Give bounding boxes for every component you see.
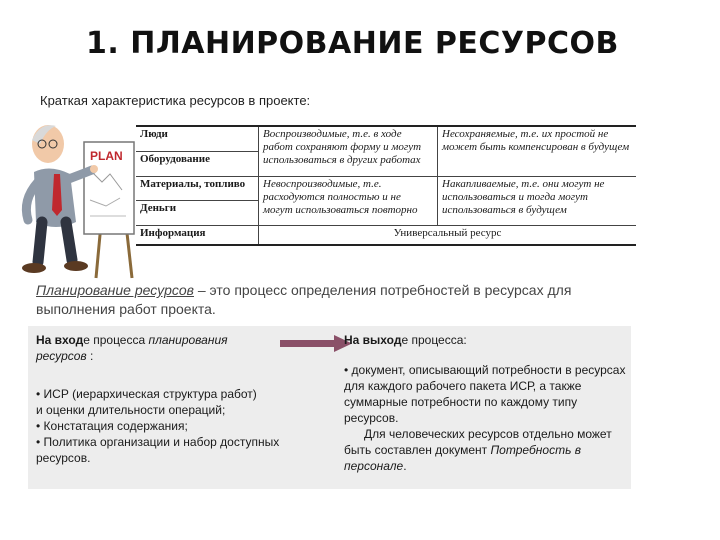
definition-term: Планирование ресурсов	[36, 282, 194, 298]
input-item-scope: • Констатация содержания;	[36, 419, 188, 433]
input-heading-bold: На вход	[36, 333, 84, 347]
input-item-policy: • Политика организации и набор доступных ресурсов.	[36, 435, 280, 465]
output-personnel-end: .	[403, 459, 407, 473]
person-with-plan-board-icon	[10, 110, 136, 280]
resource-table	[136, 125, 636, 246]
input-heading-italic: планирования ресурсов	[36, 333, 228, 363]
output-heading-rest: е процесса:	[401, 333, 467, 347]
input-item-wbs: • ИСР (иерархическая структура работ)	[36, 387, 257, 401]
definition-body: – это процесс определения потребностей в ресурсах для выполнения работ проекта.	[36, 282, 572, 317]
category-people: Люди	[136, 126, 259, 151]
category-information: Информация	[136, 226, 259, 245]
storable-cell: Накапливаемые, т.е. они могут не использоваться и тогда могут использоваться в будущем	[438, 176, 637, 225]
input-heading	[36, 332, 256, 364]
plan-board-label: PLAN	[90, 149, 123, 163]
page-title: 1. ПЛАНИРОВАНИЕ РЕСУРСОВ	[86, 26, 619, 61]
category-equipment: Оборудование	[136, 151, 259, 176]
reproducible-cell: Воспроизводимые, т.е. в ходе работ сохраняют форму и могут использоваться в других работах	[259, 126, 438, 176]
category-money: Деньги	[136, 201, 259, 226]
output-column	[344, 332, 629, 474]
process-panel	[28, 326, 631, 489]
output-heading-bold: На выход	[344, 333, 402, 347]
output-item-document: • документ, описывающий потребности в ресурсах для каждого рабочего пакета ИСР, а также суммарные потребности по каждому типу ресурсов.	[344, 363, 626, 425]
table-caption: Краткая характеристика ресурсов в проекте:	[40, 93, 311, 108]
definition-text	[36, 281, 636, 319]
output-item-personnel	[344, 426, 629, 474]
category-materials: Материалы, топливо	[136, 176, 259, 201]
non-reproducible-cell: Невоспроизводимые, т.е. расходуются полностью и не могут использоваться повторно	[259, 176, 438, 225]
input-heading-end: :	[86, 349, 94, 363]
arrow-right-icon	[278, 334, 354, 352]
output-personnel-text: Для человеческих ресурсов отдельно может быть составлен документ	[344, 427, 612, 457]
input-heading-rest: е процесса	[83, 333, 149, 347]
non-storable-cell: Несохраняемые, т.е. их простой не может быть компенсирован в будущем	[438, 126, 637, 176]
universal-cell: Универсальный ресурс	[259, 226, 637, 245]
output-heading	[344, 332, 629, 348]
input-column	[36, 332, 326, 466]
input-item-wbs-cont: и оценки длительности операций;	[36, 403, 226, 417]
output-personnel-italic: Потребность в персонале	[344, 443, 581, 473]
